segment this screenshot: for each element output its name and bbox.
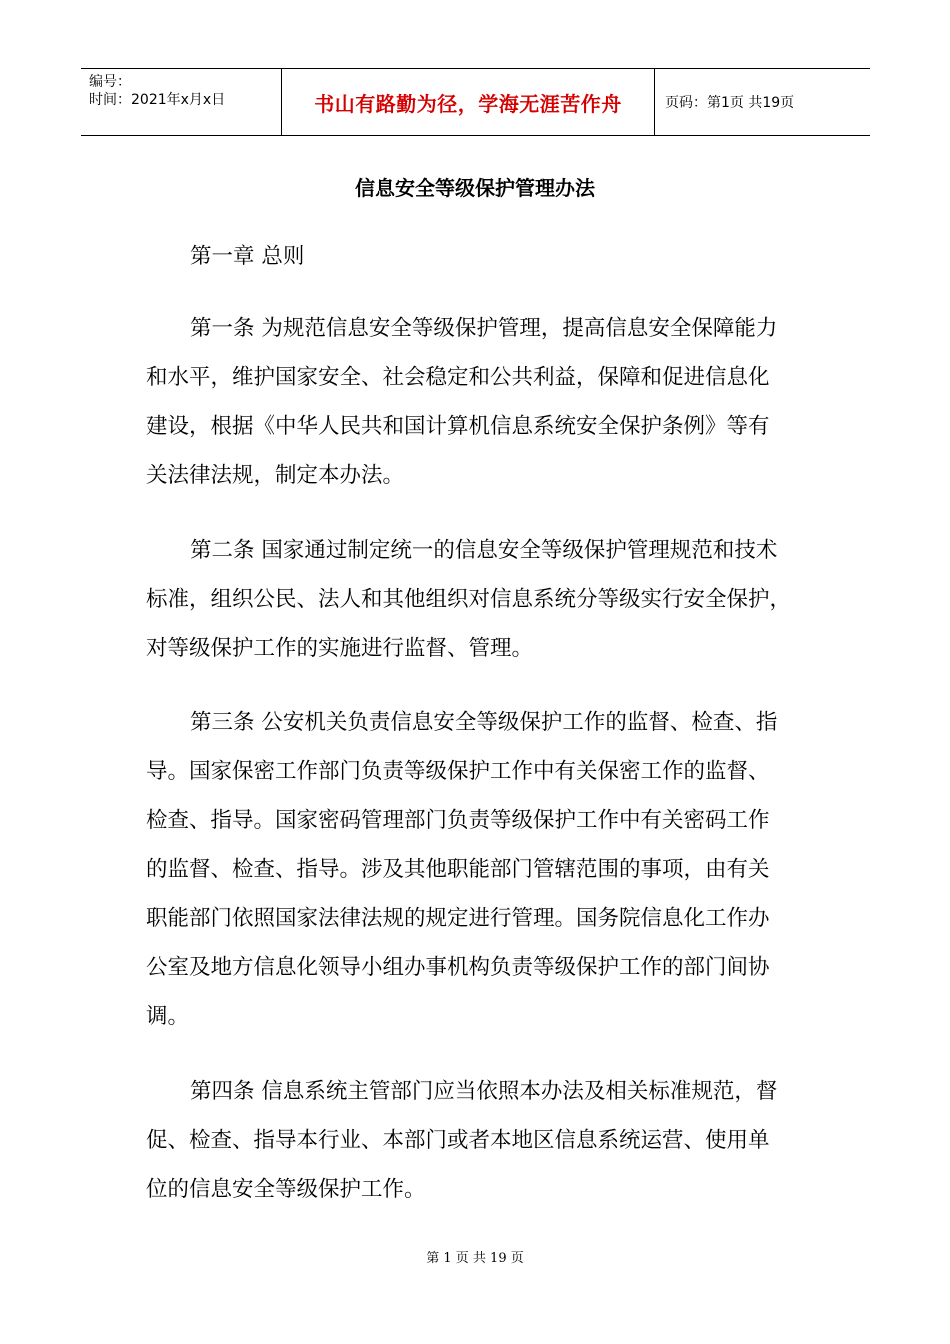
header-motto: 书山有路勤为径，学海无涯苦作舟 — [314, 91, 622, 116]
document-title: 信息安全等级保护管理办法 — [355, 176, 595, 200]
document-header — [81, 68, 870, 136]
document-date: 时间：2021年x月x日 — [89, 92, 226, 108]
chapter-heading-block — [146, 232, 806, 281]
article-4 — [146, 1067, 806, 1214]
article-3 — [146, 698, 806, 1041]
article-line: 第三条 公安机关负责信息安全等级保护工作的监督、检查、指 — [190, 710, 778, 735]
article-1 — [146, 304, 806, 500]
article-line: 和水平，维护国家安全、社会稳定和公共利益，保障和促进信息化 — [146, 365, 770, 390]
article-line: 促、检查、指导本行业、本部门或者本地区信息系统运营、使用单 — [146, 1128, 770, 1153]
document-number-label: 编号： — [89, 74, 131, 90]
article-line: 的监督、检查、指导。涉及其他职能部门管辖范围的事项，由有关 — [146, 857, 770, 882]
article-line: 公室及地方信息化领导小组办事机构负责等级保护工作的部门间协 — [146, 955, 770, 980]
article-line: 标准，组织公民、法人和其他组织对信息系统分等级实行安全保护， — [146, 587, 792, 612]
article-2 — [146, 526, 806, 673]
chapter-heading: 第一章 总则 — [190, 244, 305, 269]
article-line: 第一条 为规范信息安全等级保护管理，提高信息安全保障能力 — [190, 316, 778, 341]
article-line: 第四条 信息系统主管部门应当依照本办法及相关标准规范，督 — [190, 1079, 778, 1104]
article-line: 位的信息安全等级保护工作。 — [146, 1177, 426, 1202]
header-page-info: 页码：第1页 共19页 — [665, 95, 795, 111]
article-line: 对等级保护工作的实施进行监督、管理。 — [146, 636, 534, 661]
article-line: 调。 — [146, 1004, 190, 1029]
article-line: 职能部门依照国家法律法规的规定进行管理。国务院信息化工作办 — [146, 906, 770, 931]
header-meta-cell — [81, 69, 282, 135]
article-line: 导。国家保密工作部门负责等级保护工作中有关保密工作的监督、 — [146, 759, 770, 784]
article-line: 检查、指导。国家密码管理部门负责等级保护工作中有关密码工作 — [146, 808, 770, 833]
header-page-cell — [655, 69, 870, 135]
article-line: 关法律法规，制定本办法。 — [146, 463, 405, 488]
header-motto-cell — [282, 69, 655, 135]
page-footer: 第 1 页 共 19 页 — [426, 1251, 524, 1266]
article-line: 建设，根据《中华人民共和国计算机信息系统安全保护条例》等有 — [146, 414, 770, 439]
article-line: 第二条 国家通过制定统一的信息安全等级保护管理规范和技术 — [190, 538, 778, 563]
